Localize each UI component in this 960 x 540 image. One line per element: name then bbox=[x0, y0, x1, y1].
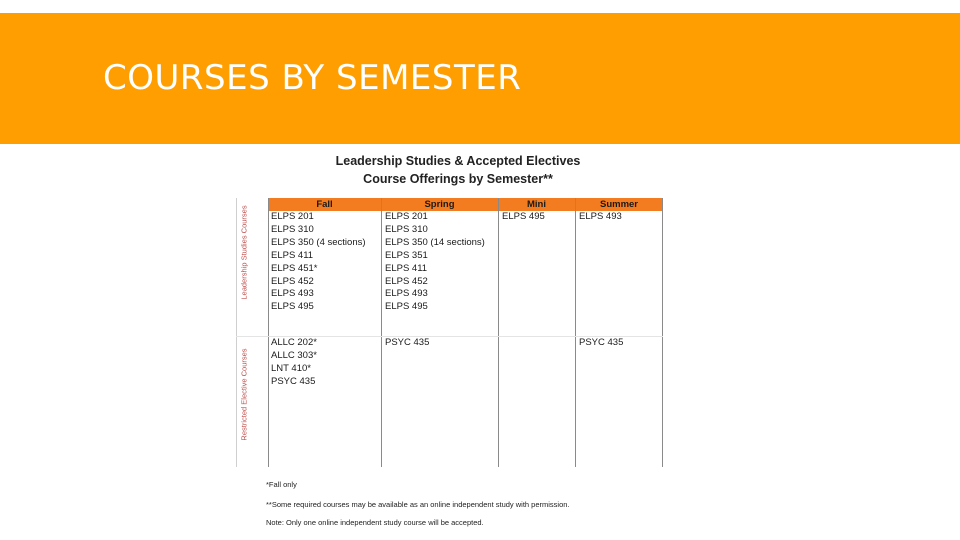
list-item: ELPS 310 bbox=[271, 223, 314, 235]
list-item: ELPS 452 bbox=[385, 275, 428, 287]
column-divider bbox=[268, 198, 269, 467]
section-label-restricted: Restricted Elective Courses bbox=[239, 348, 249, 441]
list-item: ELPS 411 bbox=[385, 262, 428, 274]
list-item: ELPS 201 bbox=[385, 211, 428, 222]
list-item: PSYC 435 bbox=[385, 337, 430, 348]
leadership-summer-courses bbox=[579, 211, 622, 224]
footnote-online-study: **Some required courses may be available as an online independent study with permission. bbox=[266, 500, 570, 509]
list-item: ELPS 451* bbox=[271, 262, 318, 274]
list-item: ALLC 303* bbox=[271, 349, 317, 361]
course-offerings-table bbox=[236, 198, 663, 467]
column-header-fall: Fall bbox=[316, 199, 333, 210]
list-item: ELPS 495 bbox=[271, 301, 314, 313]
document-title bbox=[236, 152, 680, 188]
column-divider bbox=[575, 198, 576, 467]
document-title-line-2: Course Offerings by Semester** bbox=[363, 172, 553, 186]
list-item: ELPS 201 bbox=[271, 211, 314, 222]
list-item: ELPS 493 bbox=[385, 288, 428, 300]
list-item: ELPS 493 bbox=[271, 288, 314, 300]
column-divider bbox=[662, 198, 663, 467]
list-item: ELPS 350 (14 sections) bbox=[385, 236, 485, 248]
list-item: LNT 410* bbox=[271, 362, 311, 374]
restricted-fall-courses bbox=[271, 337, 317, 389]
list-item: ELPS 452 bbox=[271, 275, 314, 287]
column-divider bbox=[381, 198, 382, 467]
column-header-mini: Mini bbox=[527, 199, 546, 210]
footnote-note: Note: Only one online independent study course will be accepted. bbox=[266, 518, 484, 527]
table-header-row bbox=[268, 198, 663, 211]
list-item: ELPS 493 bbox=[579, 211, 622, 222]
list-item: ELPS 351 bbox=[385, 249, 428, 261]
column-divider bbox=[498, 198, 499, 467]
footnote-fall-only: *Fall only bbox=[266, 480, 297, 489]
list-item: ELPS 495 bbox=[502, 211, 545, 222]
leadership-spring-courses bbox=[385, 211, 485, 314]
list-item: ELPS 495 bbox=[385, 301, 428, 313]
document-title-line-1: Leadership Studies & Accepted Electives bbox=[335, 154, 581, 168]
slide-title: COURSES BY SEMESTER bbox=[103, 58, 522, 98]
section-border bbox=[236, 198, 237, 467]
leadership-mini-courses bbox=[502, 211, 545, 224]
list-item: ELPS 411 bbox=[271, 249, 314, 261]
list-item: ALLC 202* bbox=[271, 337, 317, 348]
list-item: ELPS 350 (4 sections) bbox=[271, 236, 366, 248]
list-item: PSYC 435 bbox=[271, 375, 316, 387]
restricted-spring-courses bbox=[385, 337, 429, 350]
column-header-spring: Spring bbox=[424, 199, 455, 210]
leadership-fall-courses bbox=[271, 211, 366, 314]
section-label-leadership: Leadership Studies Courses bbox=[239, 205, 249, 300]
column-header-summer: Summer bbox=[599, 199, 638, 210]
restricted-summer-courses bbox=[579, 337, 623, 350]
list-item: PSYC 435 bbox=[579, 337, 624, 348]
list-item: ELPS 310 bbox=[385, 223, 428, 235]
